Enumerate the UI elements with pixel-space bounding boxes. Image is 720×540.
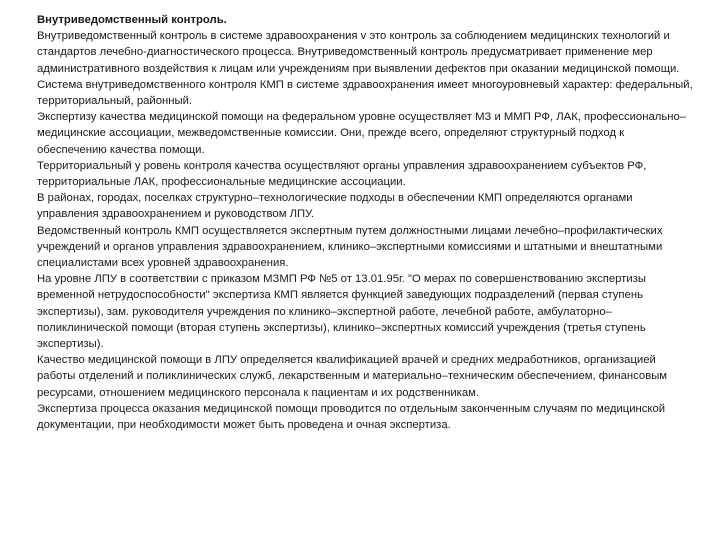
paragraph-federal: Экспертизу качества медицинской помощи на федеральном уровне осуществляет МЗ и ММП РФ, ЛАК, профессионально–медицинские ассоциации, межведомственные комиссии. Они, прежде всего, определяют структурный подход к обеспечению качества помощи.: [37, 111, 687, 156]
paragraph-levels: Система внутриведомственного контроля КМП в системе здравоохранения имеет многоуровневый характер: федеральный, территориальный, районный.: [37, 78, 693, 108]
document-title: Внутриведомственный контроль.: [37, 14, 227, 26]
paragraph-lpu-order: На уровне ЛПУ в соответствии с приказом МЗМП РФ №5 от 13.01.95г. "О мерах по совершенствованию экспертизы временной нетрудоспособности" экспертиза КМП является функцией заведующих подразделений (первая ступень экспертизы), зам. руководителя учреждения по клинико–экспертной работе, лечебной работе, амбулаторно–поликлинической помощи (вторая ступень экспертизы), клинико–экспертных комиссий учреждения (третья ступень экспертизы).: [37, 273, 646, 351]
paragraph-territorial: Территориальный у ровень контроля качества осуществляют органы управления здравоохранением субъектов РФ, территориальные ЛАК, профессиональные медицинские ассоциации.: [37, 159, 647, 189]
paragraph-quality-factors: Качество медицинской помощи в ЛПУ определяется квалификацией врачей и средних медработников, организацией работы отделений и поликлинических служб, лекарственным и материально–техническим обеспечением, финансовым ресурсами, отношением медицинского персонала к пациентам и их родственникам.: [37, 354, 668, 399]
paragraph-expertise-process: Экспертиза процесса оказания медицинской помощи проводится по отдельным законченным случаям по медицинской документации, при необходимости может быть проведена и очная экспертиза.: [37, 402, 666, 432]
document-page: [37, 12, 697, 433]
paragraph-definition: Внутриведомственный контроль в системе здравоохранения v это контроль за соблюдением медицинских технологий и стандартов лечебно-диагностического процесса. Внутриведомственный контроль предусматривает применение мер административного воздействия к лицам или учреждениям при выявлении дефектов при оказании медицинской помощи.: [37, 30, 680, 75]
paragraph-district: В районах, городах, поселках структурно–технологические подходы в обеспечении КМП определяются органами управления здравоохранением и руководством ЛПУ.: [37, 192, 633, 221]
paragraph-departmental: Ведомственный контроль КМП осуществляется экспертным путем должностными лицами лечебно–профилактических учреждений и органов управления здравоохранением, клинико–экспертными комиссиями и штатными и внештатными специалистами всех уровней здравоохранения.: [37, 224, 663, 270]
